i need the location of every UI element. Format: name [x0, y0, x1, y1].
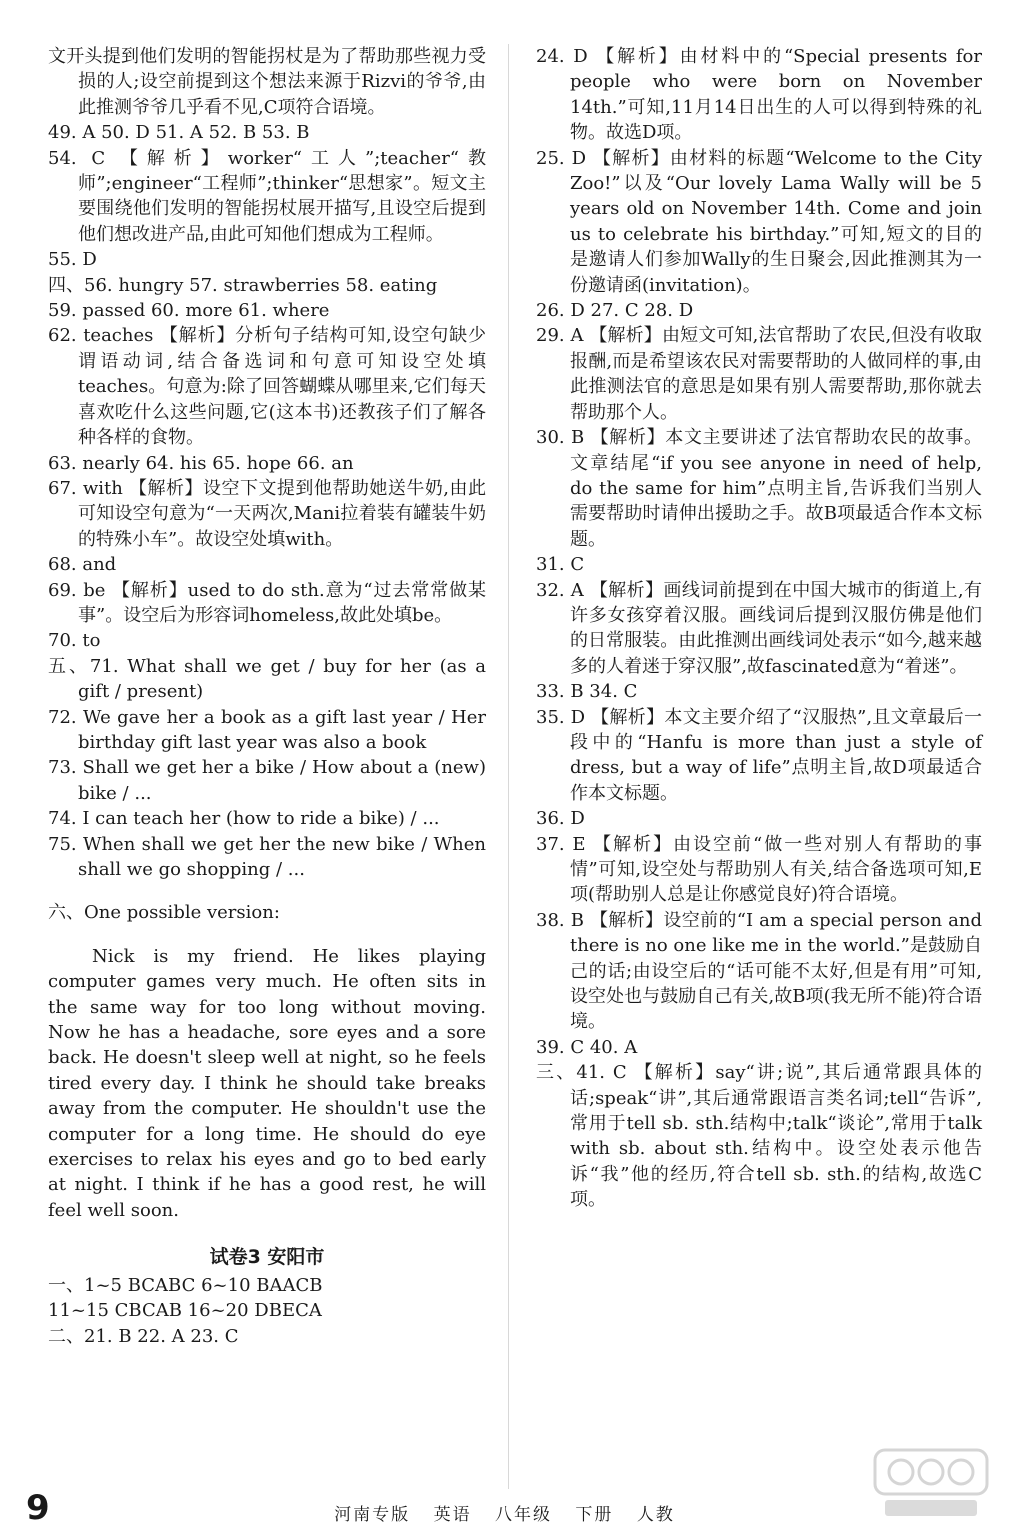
watermark-logo-icon [871, 1446, 991, 1524]
left-answer-item: 二、21. B 22. A 23. C [48, 1325, 239, 1347]
footer [0, 1500, 1009, 1525]
footer-edition: 河南专版 [334, 1505, 411, 1525]
left-answer-item: 59. passed 60. more 61. where [48, 300, 330, 322]
footer-publisher: 人教 [636, 1505, 675, 1525]
right-column [536, 44, 982, 1213]
left-answer-item: 74. I can teach her (how to ride a bike) / ... [48, 808, 440, 830]
right-answer-item: 39. C 40. A [536, 1036, 638, 1058]
right-answer-item: 35. D 【解析】本文主要介绍了“汉服热”,且文章最后一段中的“Hanfu is more than just a style of dress, but a way of life”点明主旨,故D项最适合作本文标题。 [536, 706, 982, 804]
left-answer-item: 文开头提到他们发明的智能拐杖是为了帮助那些视力受损的人;设空前提到这个想法来源于Rizvi的爷爷,由此推测爷爷几乎看不见,C项符合语境。 [48, 46, 486, 118]
right-answer-item: 38. B 【解析】设空前的“I am a special person and there is no one like me in the world.”是鼓励自己的话;由设空后的“话可能不太好,但是有用”可知,设空处也与鼓励自己有关,故B项(我无所不能)符合语境。 [536, 909, 982, 1033]
left-answer-item: 70. to [48, 630, 101, 652]
right-answer-item: 36. D [536, 808, 585, 830]
right-answer-item: 29. A 【解析】由短文可知,法官帮助了农民,但没有收取报酬,而是希望该农民对需要帮助的人做同样的事,由此推测法官的意思是如果有别人需要帮助,那你就去帮助那个人。 [536, 325, 982, 423]
left-answer-item: 54. C 【解析】worker“工人”;teacher“教师”;engineer“工程师”;thinker“思想家”。短文主要围绕他们发明的智能拐杖展开描写,且设空后提到他们想改进产品,由此可知他们想成为工程师。 [48, 147, 486, 245]
left-answer-item: 67. with 【解析】设空下文提到他帮助她送牛奶,由此可知设空句意为“一天两次,Mani拉着装有罐装牛奶的特殊小车”。故设空处填with。 [48, 477, 486, 550]
left-answer-item: 68. and [48, 554, 117, 576]
right-answer-item: 33. B 34. C [536, 681, 638, 703]
right-answer-item: 三、41. C 【解析】say“讲;说”,其后通常跟具体的话;speak“讲”,其后通常跟语言类名词;tell“告诉”,常用于tell sb. sth.结构中;talk“谈论”,常用于talk with sb. about sth.结构中。设空处表示他告诉“我”他的经历,符合tell sb. sth.的结构,故选C项。 [536, 1062, 982, 1211]
left-answer-item: 72. We gave her a book as a gift last year / Her birthday gift last year was also a book [48, 706, 486, 753]
left-answer-item: 一、1~5 BCABC 6~10 BAACB [48, 1274, 323, 1296]
left-answer-item: 六、One possible version: [48, 902, 280, 924]
left-answer-item: 四、56. hungry 57. strawberries 58. eating [48, 274, 438, 296]
right-answer-item: 37. E 【解析】由设空前“做一些对别人有帮助的事情”可知,设空处与帮助别人有关,结合备选项可知,E项(帮助别人总是让你感觉良好)符合语境。 [536, 833, 982, 906]
left-answer-item: 73. Shall we get her a bike / How about a (new) bike / ... [48, 757, 486, 804]
divider [508, 44, 509, 1489]
left-answer-item: 75. When shall we get her the new bike / When shall we go shopping / ... [48, 833, 486, 880]
left-answer-item: 62. teaches 【解析】分析句子结构可知,设空句缺少谓语动词,结合备选词和句意可知设空处填teaches。句意为:除了回答蝴蝶从哪里来,它们每天喜欢吃什么这些问题,它(这本书)还教孩子们了解各种各样的食物。 [48, 325, 486, 449]
left-answer-item: 49. A 50. D 51. A 52. B 53. B [48, 122, 310, 144]
left-answer-item: 五、71. What shall we get / buy for her (as a gift / present) [48, 655, 486, 703]
left-answer-item: 69. be 【解析】used to do sth.意为“过去常常做某事”。设空后为形容词homeless,故此处填be。 [48, 579, 486, 626]
right-answer-item: 31. C [536, 554, 585, 576]
left-answer-item: 55. D [48, 249, 97, 271]
left-answer-item: 试卷3 安阳市 [209, 1246, 325, 1269]
footer-volume: 下册 [575, 1505, 614, 1525]
page-number: 9 [26, 1488, 50, 1528]
right-answer-item: 26. D 27. C 28. D [536, 300, 694, 322]
footer-subject: 英语 [433, 1505, 472, 1525]
left-column [48, 44, 486, 1349]
right-answer-item: 25. D 【解析】由材料的标题“Welcome to the City Zoo!”以及“Our lovely Lama Wally will be 5 years old on November 14th. Come and join us to celebrate his birthday.”可知,短文的目的是邀请人们参加Wally的生日聚会,因此推测其为一份邀请函(invitation)。 [536, 147, 982, 296]
right-answer-item: 30. B 【解析】本文主要讲述了法官帮助农民的故事。文章结尾“if you see anyone in need of help, do the same for him”点明主旨,告诉我们当别人需要帮助时请伸出援助之手。故B项最适合作本文标题。 [536, 427, 982, 550]
left-answer-item: 11~15 CBCAB 16~20 DBECA [48, 1300, 322, 1322]
left-answer-item: 63. nearly 64. his 65. hope 66. an [48, 452, 354, 474]
footer-grade: 八年级 [495, 1505, 552, 1525]
right-answer-item: 24. D 【解析】由材料中的“Special presents for people who were born on November 14th.”可知,11月14日出生的人可以得到特殊的礼物。故选D项。 [536, 46, 982, 144]
left-answer-item: Nick is my friend. He likes playing computer games very much. He often sits in the same way for too long without moving. Now he has a headache, sore eyes and a sore back. He doesn't sleep well at night, so he feels tired every day. I think he should take breaks away from the computer. He shouldn't use the computer for a long time. He should do eye exercises to relax his eyes and go to bed early at night. I think if he has a good rest, he will feel well soon. [48, 945, 486, 1221]
right-answer-item: 32. A 【解析】画线词前提到在中国大城市的街道上,有许多女孩穿着汉服。画线词后提到汉服仿佛是他们的日常服装。由此推测出画线词处表示“如今,越来越多的人着迷于穿汉服”,故fascinated意为“着迷”。 [536, 579, 982, 677]
